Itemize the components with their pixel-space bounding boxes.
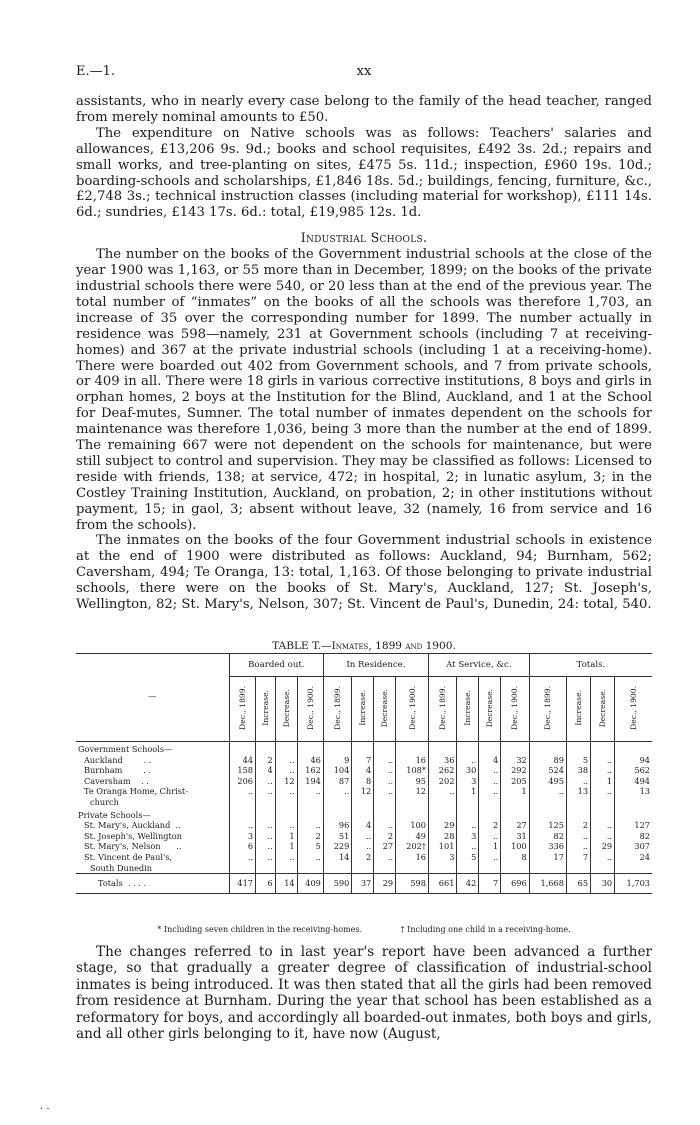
table-cell: [352, 863, 374, 874]
table-cell: [501, 797, 530, 808]
table-cell: 8: [352, 776, 374, 787]
table-cell: ..: [275, 786, 297, 797]
column-header: Dec., 1900.: [629, 685, 639, 730]
table-row: [76, 755, 652, 766]
inmates-table: [76, 653, 652, 894]
table-cell: 101: [428, 841, 456, 852]
table-cell: 590: [323, 874, 351, 894]
table-cell: 206: [229, 776, 255, 787]
row-label: St. Joseph's, Wellington: [84, 830, 182, 841]
totals-row: [76, 874, 652, 894]
table-cell: 42: [457, 874, 479, 894]
table-cell: [396, 863, 429, 874]
table-cell: [352, 797, 374, 808]
column-header: Decrease.: [281, 688, 291, 727]
table-cell: ..: [256, 841, 276, 852]
column-header: Decrease.: [380, 688, 390, 727]
table-cell: [457, 863, 479, 874]
table-cell: ..: [323, 786, 351, 797]
table-cell: 1: [501, 786, 530, 797]
table-cell: 1: [457, 786, 479, 797]
table-cell: 524: [529, 765, 566, 776]
table-cell: ..: [457, 755, 479, 766]
column-header: Dec., 1899.: [438, 685, 448, 730]
table-cell: 100: [501, 841, 530, 852]
table-cell: 14: [323, 852, 351, 863]
table-cell: [615, 797, 652, 808]
table-cell: ..: [591, 852, 615, 863]
table-cell: [501, 863, 530, 874]
table-cell: ..: [374, 852, 396, 863]
table-cell: [591, 863, 615, 874]
report-code: E.—1.: [76, 64, 116, 79]
table-cell: 7: [479, 874, 501, 894]
table-cell: 82: [615, 831, 652, 842]
table-cell: [479, 863, 501, 874]
table-cell: [428, 863, 456, 874]
paragraph: The expenditure on Native schools was as follows: Teachers' salaries and allowances, £13,206 9s. 9d.; books and school requisites, £492 3s. 2d.; repairs and small works, and tree-planting on sites, £475 5s. 11d.; inspection, £960 19s. 10d.; boarding-schools and scholarships, £1,846 18s. 5d.; buildings, fencing, furniture, &c., £2,748 3s.; technical instruction classes (including material for workshop), £111 14s. 6d.; sundries, £143 17s. 6d.: total, £19,985 12s. 1d.: [76, 125, 652, 221]
row-label: St. Mary's, Auckland ..: [84, 820, 181, 831]
page-number: xx: [356, 64, 372, 79]
table-cell: [396, 797, 429, 808]
column-header: Decrease.: [598, 688, 608, 727]
table-cell: ..: [428, 786, 456, 797]
table-cell: ..: [566, 841, 590, 852]
closing-text: [76, 944, 652, 1042]
table-cell: ..: [275, 755, 297, 766]
table-cell: [566, 863, 590, 874]
table-cell: 9: [323, 755, 351, 766]
table-cell: 1: [275, 841, 297, 852]
table-cell: 2: [297, 831, 323, 842]
table-cell: 194: [297, 776, 323, 787]
table-cell: [529, 863, 566, 874]
table-cell: 14: [275, 874, 297, 894]
table-cell: 2: [256, 755, 276, 766]
margin-mark: . .: [40, 1101, 50, 1112]
table-cell: 4: [352, 820, 374, 831]
table-cell: 8: [501, 852, 530, 863]
table-cell: [457, 797, 479, 808]
table-cell: 1,703: [615, 874, 652, 894]
table-cell: 38: [566, 765, 590, 776]
table-cell: 12: [275, 776, 297, 787]
table-cell: [529, 797, 566, 808]
table-cell: ..: [374, 820, 396, 831]
table-cell: [229, 863, 255, 874]
table-cell: [479, 797, 501, 808]
table-cell: ..: [352, 831, 374, 842]
table-cell: [566, 797, 590, 808]
table-cell: 1: [275, 831, 297, 842]
table-cell: 2: [566, 820, 590, 831]
column-header: Dec., 1900.: [305, 685, 315, 730]
table-cell: ..: [256, 776, 276, 787]
table-title: [76, 640, 652, 652]
table-cell: 30: [591, 874, 615, 894]
table-cell: 29: [374, 874, 396, 894]
table-cell: 409: [297, 874, 323, 894]
table-cell: 46: [297, 755, 323, 766]
table-cell: ..: [229, 852, 255, 863]
table-cell: ..: [256, 820, 276, 831]
table-cell: 29: [591, 841, 615, 852]
column-header: Dec., 1899.: [237, 685, 247, 730]
table-cell: ..: [275, 852, 297, 863]
table-cell: ..: [229, 786, 255, 797]
column-header: Dec., 1899.: [333, 685, 343, 730]
table-cell: ..: [479, 831, 501, 842]
table-cell: 89: [529, 755, 566, 766]
table-cell: 495: [529, 776, 566, 787]
table-cell: 696: [501, 874, 530, 894]
table-cell: 2: [479, 820, 501, 831]
table-cell: [275, 863, 297, 874]
paragraph: The changes referred to in last year's report have been advanced a further stage, so that gradually a greater degree of classification of industrial-school inmates is being introduced. It was then stated that all the girls had been removed from residence at Burnham. During the year that school has been established as a reformatory for boys, and accordingly all boarded-out inmates, both boys and girls, and all other girls belonging to it, have now (August,: [76, 944, 652, 1043]
table-title-prefix: TABLE T.—: [272, 640, 332, 652]
section-row: [76, 742, 652, 755]
table-cell: 1,668: [529, 874, 566, 894]
table-cell: 5: [457, 852, 479, 863]
table-cell: 6: [229, 841, 255, 852]
paragraph: The inmates on the books of the four Government industrial schools in existence at the end of 1900 were distributed as follows: Auckland, 94; Burnham, 562; Caversham, 494; Te Oranga, 13: total, 1,163. Of those belonging to private industrial schools, there were on the books of St. Mary's, Auckland, 127; St. Joseph's, Wellington, 82; St. Mary's, Nelson, 307; St. Vincent de Paul's, Dunedin, 24: total, 540.: [76, 533, 652, 613]
table-cell: 37: [352, 874, 374, 894]
table-cell: 36: [428, 755, 456, 766]
table-cell: [297, 863, 323, 874]
table-cell: 87: [323, 776, 351, 787]
table-cell: ..: [256, 786, 276, 797]
table-cell: ..: [479, 776, 501, 787]
table-cell: ..: [374, 765, 396, 776]
table-cell: 262: [428, 765, 456, 776]
column-header: Dec., 1900.: [407, 685, 417, 730]
table-cell: [256, 797, 276, 808]
table-cell: 2: [352, 852, 374, 863]
table-row: [76, 786, 652, 797]
table-cell: 6: [256, 874, 276, 894]
table-cell: 307: [615, 841, 652, 852]
table-cell: 12: [396, 786, 429, 797]
table-cell: [374, 863, 396, 874]
table-cell: 12: [352, 786, 374, 797]
table-row: [76, 831, 652, 842]
table-cell: [374, 797, 396, 808]
table-cell: 5: [566, 755, 590, 766]
table-row: [76, 820, 652, 831]
table-row: [76, 852, 652, 863]
table-footnotes: [76, 925, 652, 934]
table-cell: 2: [374, 831, 396, 842]
row-label: Caversham . .: [84, 775, 149, 786]
group-header: At Service, &c.: [428, 654, 529, 677]
table-cell: 202: [428, 776, 456, 787]
table-cell: 17: [529, 852, 566, 863]
table-cell: 7: [352, 755, 374, 766]
table-cell: 125: [529, 820, 566, 831]
table-cell: ..: [479, 786, 501, 797]
table-cell: 7: [566, 852, 590, 863]
table-cell: [615, 863, 652, 874]
table-cell: ..: [529, 786, 566, 797]
table-cell: 3: [457, 776, 479, 787]
table-cell: 4: [479, 755, 501, 766]
table-cell: ..: [479, 852, 501, 863]
footnote: † Including one child in a receiving-home.: [400, 925, 571, 934]
column-header: Increase.: [463, 689, 473, 726]
table-cell: ..: [591, 831, 615, 842]
row-label: Te Oranga Home, Christ-: [84, 786, 188, 797]
table-cell: 3: [229, 831, 255, 842]
table-cell: 44: [229, 755, 255, 766]
table-cell: 82: [529, 831, 566, 842]
table-cell: ..: [374, 755, 396, 766]
inmates-table-container: [76, 653, 652, 894]
table-cell: 29: [428, 820, 456, 831]
group-header: Boarded out.: [229, 654, 323, 677]
table-cell: 100: [396, 820, 429, 831]
table-cell: 1: [591, 776, 615, 787]
table-cell: ..: [275, 765, 297, 776]
table-cell: ..: [457, 820, 479, 831]
section-heading: Industrial Schools.: [300, 230, 428, 246]
body-text: [76, 94, 652, 613]
table-cell: 27: [501, 820, 530, 831]
row-label: St. Vincent de Paul's,: [84, 851, 173, 862]
table-cell: ..: [566, 831, 590, 842]
table-cell: 4: [352, 765, 374, 776]
table-cell: 229: [323, 841, 351, 852]
table-cell: 4: [256, 765, 276, 776]
table-cell: ..: [591, 786, 615, 797]
table-title-text: Inmates, 1899 and 1900.: [331, 640, 456, 652]
table-cell: 31: [501, 831, 530, 842]
table-cell: 95: [396, 776, 429, 787]
section-title: Private Schools—: [78, 809, 151, 820]
table-cell: ..: [297, 820, 323, 831]
table-cell: ..: [374, 776, 396, 787]
table-cell: 494: [615, 776, 652, 787]
table-cell: ..: [275, 820, 297, 831]
table-cell: ..: [297, 852, 323, 863]
table-cell: 96: [323, 820, 351, 831]
table-cell: ..: [374, 786, 396, 797]
table-row: [76, 863, 652, 874]
footnote: * Including seven children in the receiving-homes.: [157, 925, 363, 934]
table-cell: 127: [615, 820, 652, 831]
table-cell: [256, 863, 276, 874]
table-cell: 16: [396, 852, 429, 863]
table-cell: 1: [479, 841, 501, 852]
table-cell: 108*: [396, 765, 429, 776]
row-label: Burnham . .: [84, 765, 152, 776]
table-cell: [275, 797, 297, 808]
table-cell: ..: [566, 776, 590, 787]
table-body: [76, 742, 652, 894]
table-cell: ..: [256, 852, 276, 863]
table-cell: [229, 797, 255, 808]
table-cell: ..: [229, 820, 255, 831]
group-header: Totals.: [529, 654, 652, 677]
table-row: [76, 776, 652, 787]
table-cell: 205: [501, 776, 530, 787]
table-cell: 28: [428, 831, 456, 842]
row-header-cell: —: [76, 654, 229, 742]
table-cell: ..: [457, 841, 479, 852]
table-cell: 49: [396, 831, 429, 842]
table-cell: 65: [566, 874, 590, 894]
table-cell: 162: [297, 765, 323, 776]
table-cell: ..: [591, 765, 615, 776]
paragraph: assistants, who in nearly every case belong to the family of the head teacher, ranged from merely nominal amounts to £50.: [76, 94, 652, 125]
row-label: St. Mary's, Nelson ..: [84, 841, 182, 852]
row-label: Auckland . .: [84, 754, 152, 765]
paragraph: The number on the books of the Government industrial schools at the close of the year 1900 was 1,163, or 55 more than in December, 1899; on the books of the private industrial schools there were 540, or 20 less than at the end of the previous year. The total number of “inmates” on the books of all the schools was therefore 1,703, an increase of 35 over the corresponding number for 1899. The number actually in residence was 598—namely, 231 at Government schools (including 7 at receiving-homes) and 367 at the private industrial schools (including 1 at a receiving-home). There were boarded out 402 from Government schools, and 7 from private schools, or 409 in all. There were 18 girls in various corrective institutions, 8 boys and girls in orphan homes, 2 boys at the Institution for the Blind, Auckland, and 1 at the School for Deaf-mutes, Sumner. The total number of inmates dependent on the schools for maintenance was therefore 1,036, being 3 more than the number at the end of 1899. The remaining 667 were not dependent on the schools for maintenance, but were still subject to control and supervision. They may be classified as follows: Licensed to reside with friends, 138; at service, 472; in hospital, 2; in lunatic asylum, 3; in the Costley Training Institution, Auckland, on probation, 2; in other institutions without payment, 15; in gaol, 3; absent without leave, 32 (namely, 16 from service and 16 from the schools).: [76, 247, 652, 533]
table-cell: ..: [479, 765, 501, 776]
table-cell: [428, 797, 456, 808]
table-row: [76, 841, 652, 852]
table-cell: 562: [615, 765, 652, 776]
table-cell: 336: [529, 841, 566, 852]
table-cell: 3: [457, 831, 479, 842]
column-header: Increase.: [260, 689, 270, 726]
table-cell: ..: [297, 786, 323, 797]
table-cell: 598: [396, 874, 429, 894]
table-cell: 292: [501, 765, 530, 776]
section-row: [76, 808, 652, 821]
table-row: [76, 765, 652, 776]
table-cell: 202†: [396, 841, 429, 852]
table-cell: 13: [566, 786, 590, 797]
table-cell: 158: [229, 765, 255, 776]
table-cell: ..: [256, 831, 276, 842]
table-cell: 32: [501, 755, 530, 766]
column-header: Decrease.: [485, 688, 495, 727]
table-cell: 5: [297, 841, 323, 852]
table-cell: [297, 797, 323, 808]
row-label: South Dunedin: [90, 862, 153, 873]
table-cell: 94: [615, 755, 652, 766]
table-cell: 24: [615, 852, 652, 863]
page-header: [76, 64, 652, 82]
column-header: Increase.: [358, 689, 368, 726]
table-cell: ..: [591, 820, 615, 831]
column-header: Increase.: [573, 689, 583, 726]
column-header: Dec., 1900.: [510, 685, 520, 730]
table-cell: ..: [591, 755, 615, 766]
row-label: church: [90, 796, 119, 807]
table-cell: 27: [374, 841, 396, 852]
table-row: [76, 797, 652, 808]
table-cell: 3: [428, 852, 456, 863]
table-cell: 16: [396, 755, 429, 766]
column-header: Dec., 1899.: [543, 685, 553, 730]
table-cell: [323, 863, 351, 874]
totals-label: Totals . . . .: [76, 874, 229, 894]
table-cell: 51: [323, 831, 351, 842]
group-header: In Residence.: [323, 654, 428, 677]
table-cell: [323, 797, 351, 808]
table-cell: 30: [457, 765, 479, 776]
table-cell: 104: [323, 765, 351, 776]
table-cell: 13: [615, 786, 652, 797]
table-cell: 661: [428, 874, 456, 894]
table-cell: [591, 797, 615, 808]
section-title: Government Schools—: [78, 744, 173, 754]
table-cell: ..: [352, 841, 374, 852]
table-cell: 417: [229, 874, 255, 894]
